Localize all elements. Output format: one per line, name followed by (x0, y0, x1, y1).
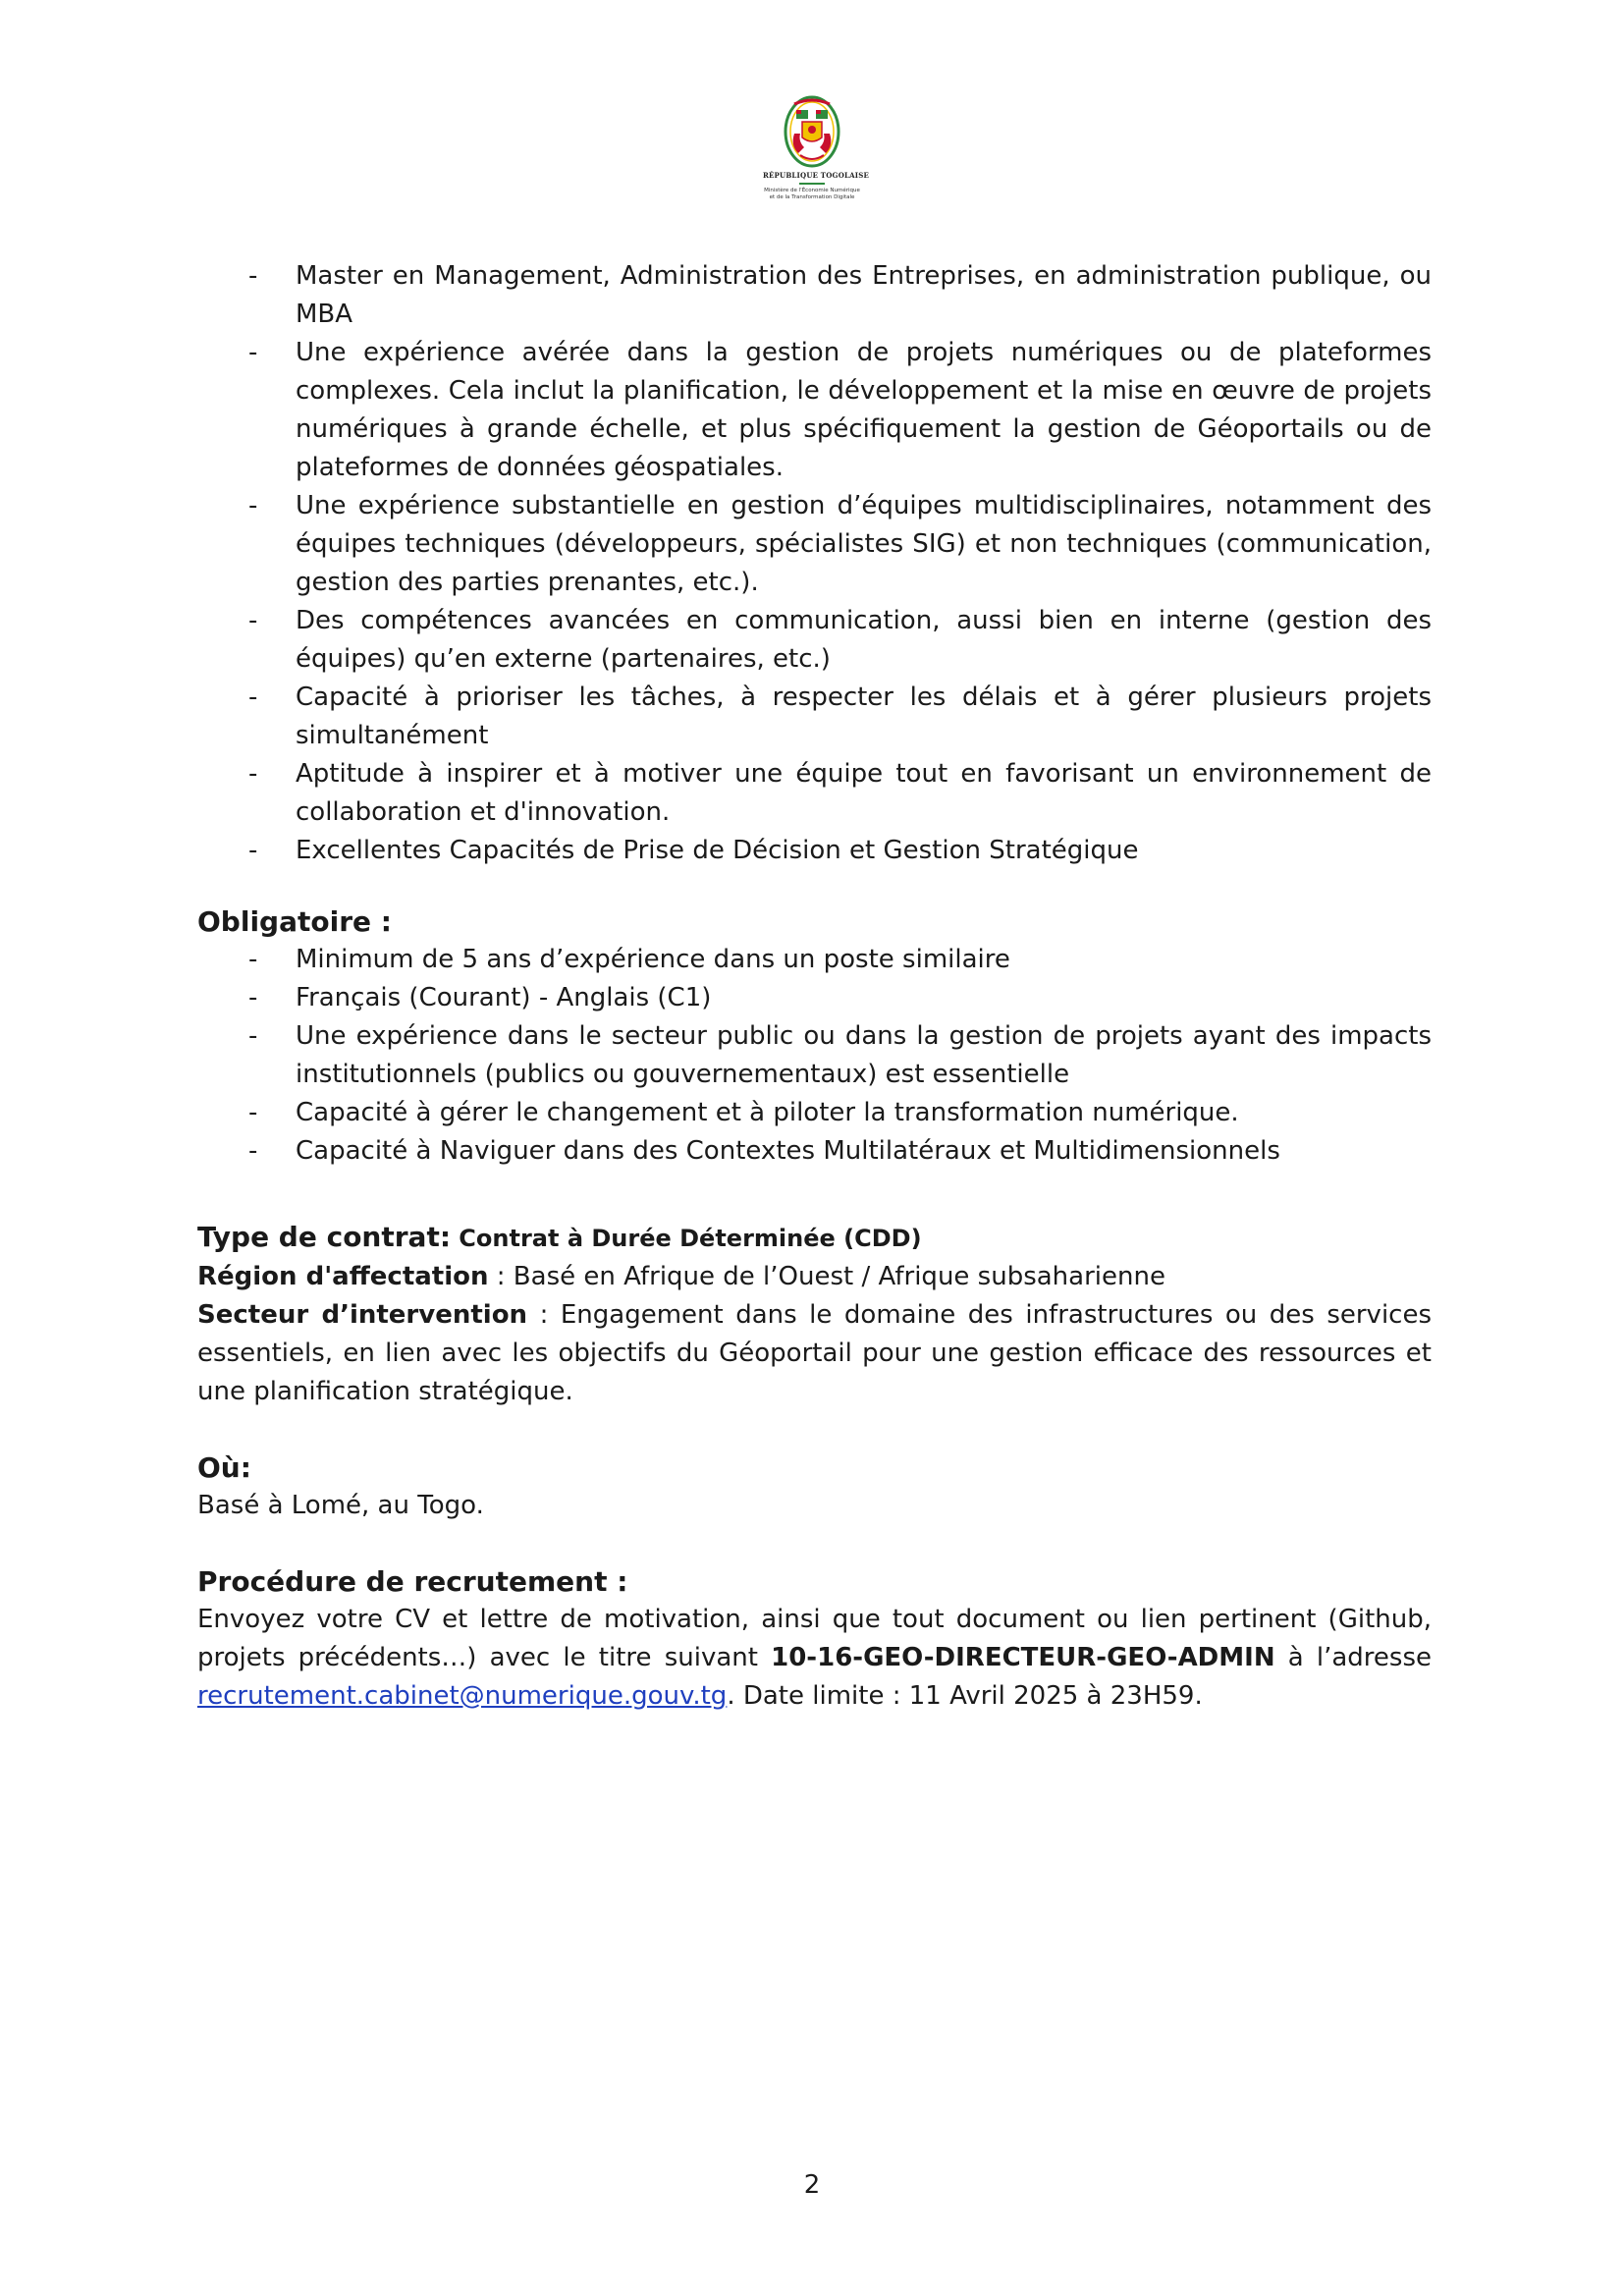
obligatoire-list (197, 941, 1432, 1171)
togo-coat-of-arms-icon (783, 94, 841, 169)
procedure-text-before: Envoyez votre CV et lettre de motivation, ainsi que tout document ou lien pertinent (Github, projets précédents…) avec le titre suivant (197, 1605, 1432, 1672)
obligatoire-heading: Obligatoire : (197, 905, 392, 938)
list-item (197, 487, 1432, 602)
procedure-text-after: . Date limite : 11 Avril 2025 à 23H59. (727, 1681, 1203, 1711)
dash-bullet: - (248, 945, 258, 974)
location-text: Basé à Lomé, au Togo. (197, 1491, 484, 1520)
contract-type-line (197, 1218, 1432, 1258)
procedure-heading: Procédure de recrutement : (197, 1565, 628, 1598)
dash-bullet: - (248, 606, 258, 635)
dash-bullet: - (248, 683, 258, 712)
sector-label: Secteur d’intervention (197, 1300, 528, 1330)
list-item-text: Master en Management, Administration des Entreprises, en administration publique, ou MBA (296, 261, 1432, 329)
list-item (197, 257, 1432, 334)
list-item (197, 1017, 1432, 1094)
list-item-text: Excellentes Capacités de Prise de Décision et Gestion Stratégique (296, 836, 1139, 865)
list-item-text: Français (Courant) - Anglais (C1) (296, 983, 712, 1012)
list-item-text: Minimum de 5 ans d’expérience dans un poste similaire (296, 945, 1010, 974)
list-item (197, 334, 1432, 487)
dash-bullet: - (248, 836, 258, 865)
ministry-name-line1: Ministère de l'Économie Numérique (764, 188, 860, 193)
list-item (197, 1132, 1432, 1171)
dash-bullet: - (248, 759, 258, 789)
dash-bullet: - (248, 261, 258, 291)
logo-divider (799, 183, 825, 185)
ministry-logo (763, 94, 870, 201)
list-item-text: Une expérience dans le secteur public ou dans la gestion de projets ayant des impacts institutionnels (publics ou gouvernementaux) est essentielle (296, 1021, 1432, 1089)
qualifications-list (197, 257, 1432, 870)
list-item (197, 832, 1432, 870)
contract-info (197, 1218, 1432, 1411)
list-item-text: Aptitude à inspirer et à motiver une équipe tout en favorisant un environnement de collaboration et d'innovation. (296, 759, 1432, 827)
list-item-text: Une expérience substantielle en gestion d’équipes multidisciplinaires, notamment des équipes techniques (développeurs, spécialistes SIG) et non techniques (communication, gestion des parties prenantes, etc.). (296, 491, 1432, 597)
list-item-text: Capacité à prioriser les tâches, à respecter les délais et à gérer plusieurs projets simultanément (296, 683, 1432, 750)
sector-line (197, 1296, 1432, 1411)
list-item (197, 1094, 1432, 1132)
list-item-text: Des compétences avancées en communication, aussi bien en interne (gestion des équipes) qu’en externe (partenaires, etc.) (296, 606, 1432, 674)
list-item (197, 755, 1432, 832)
republic-name: RÉPUBLIQUE TOGOLAISE (763, 171, 870, 180)
location-heading: Où: (197, 1451, 251, 1484)
email-link[interactable]: recrutement.cabinet@numerique.gouv.tg (197, 1681, 728, 1711)
list-item-text: Capacité à gérer le changement et à piloter la transformation numérique. (296, 1098, 1239, 1127)
list-item (197, 979, 1432, 1017)
dash-bullet: - (248, 338, 258, 367)
list-item-text: Capacité à Naviguer dans des Contextes Multilatéraux et Multidimensionnels (296, 1136, 1280, 1166)
ministry-name-line2: et de la Transformation Digitale (769, 194, 855, 200)
job-reference: 10-16-GEO-DIRECTEUR-GEO-ADMIN (771, 1643, 1275, 1672)
contract-type-value: Contrat à Durée Déterminée (CDD) (459, 1225, 922, 1252)
region-label: Région d'affectation (197, 1262, 489, 1291)
dash-bullet: - (248, 491, 258, 520)
dash-bullet: - (248, 1021, 258, 1051)
list-item-text: Une expérience avérée dans la gestion de projets numériques ou de plateformes complexes. Cela inclut la planification, le développement et la mise en œuvre de projets numériques à grande échelle, et plus spécifiquement la gestion de Géoportails ou de plateformes de données géospatiales. (296, 338, 1432, 482)
list-item (197, 602, 1432, 679)
region-value: : Basé en Afrique de l’Ouest / Afrique subsaharienne (488, 1262, 1165, 1291)
main-content (197, 257, 1432, 1716)
dash-bullet: - (248, 1098, 258, 1127)
procedure-text (197, 1601, 1432, 1716)
contract-type-label: Type de contrat: (197, 1221, 452, 1253)
dash-bullet: - (248, 1136, 258, 1166)
page-number: 2 (803, 2170, 821, 2200)
list-item (197, 679, 1432, 755)
list-item (197, 941, 1432, 979)
dash-bullet: - (248, 983, 258, 1012)
procedure-text-middle: à l’adresse (1274, 1643, 1432, 1672)
region-line (197, 1258, 1432, 1296)
sector-value: : Engagement dans le domaine des infrastructures ou des services essentiels, en lien avec les objectifs du Géoportail pour une gestion efficace des ressources et une planification stratégique. (197, 1300, 1433, 1406)
